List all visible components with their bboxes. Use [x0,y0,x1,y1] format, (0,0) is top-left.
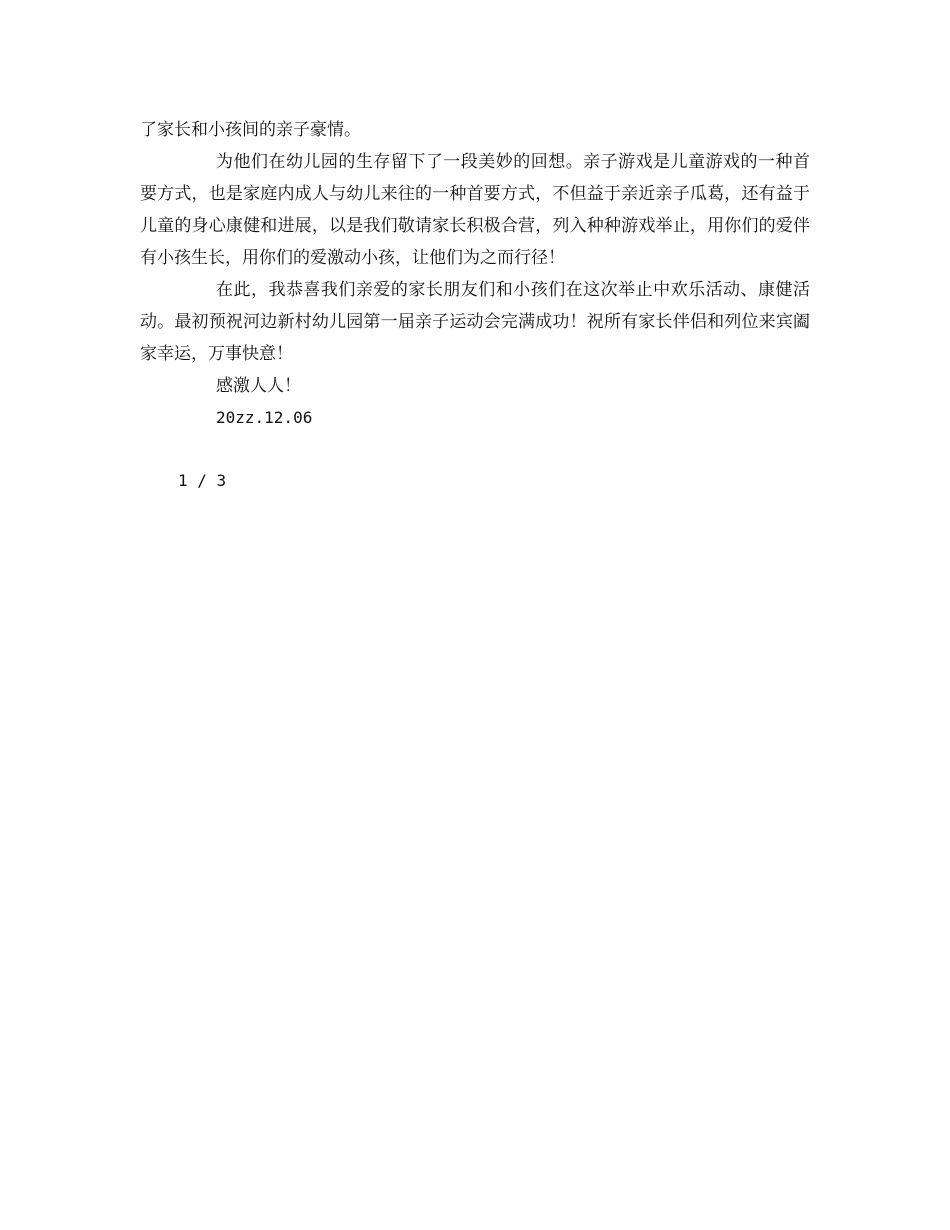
document-date: 20zz.12.06 [216,408,313,427]
paragraph-parent-child-games: 为他们在幼儿园的生存留下了一段美妙的回想。亲子游戏是儿童游戏的一种首要方式，也是家庭内成人与幼儿来往的一种首要方式，不但益于亲近亲子瓜葛，还有益于儿童的身心康健和进展，以是我们敬请家长积极合营，列入种种游戏举止，用你们的爱伴有小孩生长，用你们的爱激动小孩，让他们为之而行径！ [140,152,810,268]
document-body [140,114,810,434]
closing-thanks: 感激人人！ [216,376,301,396]
page-number-indicator: 1 / 3 [178,471,227,490]
paragraph-continuation: 了家长和小孩间的亲子豪情。 [140,120,361,140]
paragraph-congratulations: 在此，我恭喜我们亲爱的家长朋友们和小孩们在这次举止中欢乐活动、康健活动。最初预祝河边新村幼儿园第一届亲子运动会完满成功！祝所有家长伴侣和列位来宾阖家幸运，万事快意！ [140,280,810,364]
